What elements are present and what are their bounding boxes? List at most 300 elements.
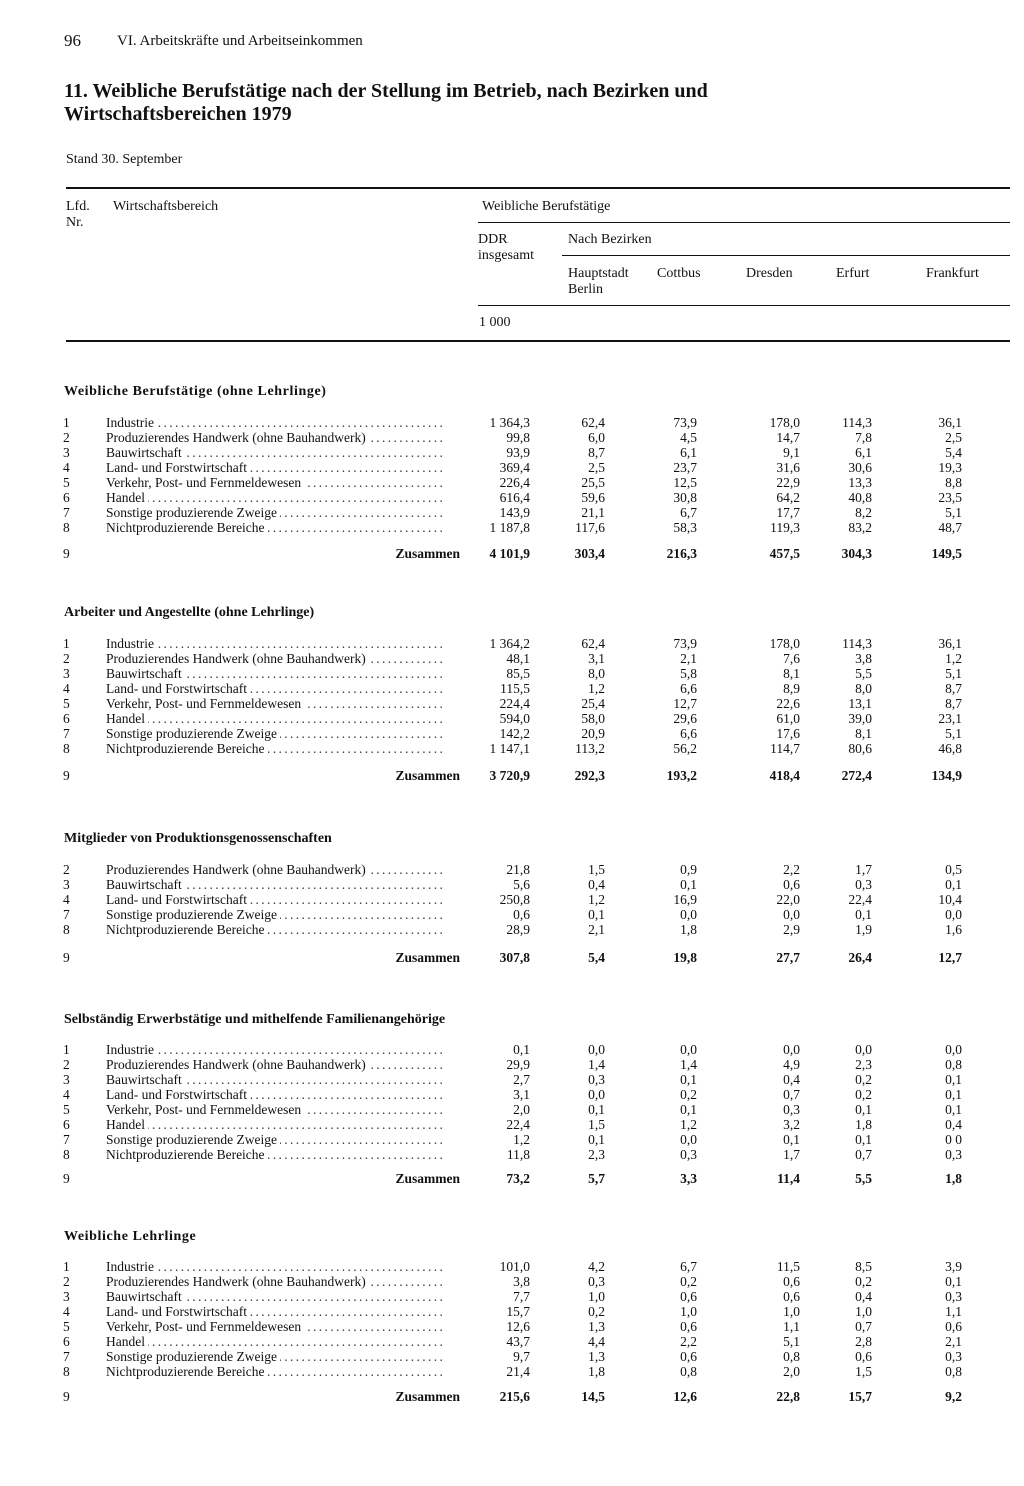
value-cell: 5,8 (680, 666, 697, 681)
value-cell: 39,0 (848, 711, 872, 726)
value-cell: 2,3 (855, 1057, 872, 1072)
value-cell: 30,8 (673, 490, 697, 505)
row-label: Verkehr, Post- und Fernmeldewesen (106, 696, 304, 711)
total-row (0, 768, 1024, 784)
row-number: 3 (63, 666, 70, 681)
row-number: 5 (63, 1102, 70, 1117)
row-label: Handel (106, 1117, 148, 1132)
value-cell: 1,5 (588, 862, 605, 877)
table-row (0, 1042, 1024, 1057)
row-number: 9 (63, 1171, 70, 1186)
value-cell: 29,9 (506, 1057, 530, 1072)
total-value-cell: 9,2 (945, 1389, 962, 1404)
header-top-rule (66, 187, 1010, 189)
value-cell: 0,1 (945, 1072, 962, 1087)
row-label: Industrie (106, 415, 157, 430)
total-value-cell: 1,8 (945, 1171, 962, 1186)
table-row (0, 460, 1024, 475)
row-number: 6 (63, 711, 70, 726)
total-value-cell: 418,4 (769, 768, 800, 783)
value-cell: 3,1 (513, 1087, 530, 1102)
row-number: 6 (63, 490, 70, 505)
value-cell: 0,6 (680, 1319, 697, 1334)
row-number: 5 (63, 1319, 70, 1334)
value-cell: 0,1 (945, 1102, 962, 1117)
value-cell: 0,1 (945, 1087, 962, 1102)
value-cell: 117,6 (575, 520, 605, 535)
value-cell: 2,1 (680, 651, 697, 666)
table-row (0, 505, 1024, 520)
header-bezirke-rule (562, 255, 1010, 256)
value-cell: 10,4 (938, 892, 962, 907)
row-label-cell (106, 475, 464, 490)
row-number: 2 (63, 1274, 70, 1289)
row-number: 4 (63, 1087, 70, 1102)
value-cell: 178,0 (769, 415, 800, 430)
value-cell: 1,0 (783, 1304, 800, 1319)
row-label-cell (106, 922, 464, 937)
value-cell: 2,8 (855, 1334, 872, 1349)
value-cell: 2,2 (680, 1334, 697, 1349)
row-label-cell (106, 1102, 464, 1117)
value-cell: 8,1 (783, 666, 800, 681)
total-value-cell: 5,4 (588, 950, 605, 965)
value-cell: 20,9 (581, 726, 605, 741)
value-cell: 48,7 (938, 520, 962, 535)
value-cell: 5,6 (513, 877, 530, 892)
value-cell: 1,2 (588, 681, 605, 696)
value-cell: 0,6 (513, 907, 530, 922)
row-label: Handel (106, 490, 148, 505)
value-cell: 85,5 (506, 666, 530, 681)
value-cell: 30,6 (848, 460, 872, 475)
value-cell: 1,8 (855, 1117, 872, 1132)
value-cell: 64,2 (776, 490, 800, 505)
value-cell: 2,3 (588, 1147, 605, 1162)
value-cell: 1,1 (783, 1319, 800, 1334)
value-cell: 28,9 (506, 922, 530, 937)
header-group: Weibliche Berufstätige (482, 199, 611, 214)
value-cell: 8,5 (855, 1259, 872, 1274)
value-cell: 0,0 (680, 1042, 697, 1057)
value-cell: 80,6 (848, 741, 872, 756)
total-label: Zusammen (395, 768, 460, 783)
row-label-cell (106, 490, 464, 505)
row-label-cell (106, 1319, 464, 1334)
total-value-cell: 457,5 (769, 546, 800, 561)
total-value-cell: 14,5 (581, 1389, 605, 1404)
value-cell: 0,6 (783, 1289, 800, 1304)
row-label-cell (106, 415, 464, 430)
row-label-cell (106, 1072, 464, 1087)
value-cell: 9,7 (513, 1349, 530, 1364)
value-cell: 0,0 (588, 1087, 605, 1102)
row-number: 4 (63, 1304, 70, 1319)
total-value-cell: 303,4 (574, 546, 605, 561)
total-value-cell: 4 101,9 (489, 546, 530, 561)
value-cell: 0,1 (588, 907, 605, 922)
row-label: Industrie (106, 636, 157, 651)
row-label-cell (106, 1042, 464, 1057)
value-cell: 0,2 (855, 1274, 872, 1289)
value-cell: 1 187,8 (489, 520, 530, 535)
value-cell: 1,8 (680, 922, 697, 937)
row-number: 1 (63, 1042, 70, 1057)
row-number: 7 (63, 1132, 70, 1147)
value-cell: 0,3 (945, 1349, 962, 1364)
value-cell: 0,2 (680, 1274, 697, 1289)
row-number: 5 (63, 696, 70, 711)
total-value-cell: 5,5 (855, 1171, 872, 1186)
value-cell: 1 147,1 (489, 741, 530, 756)
table-row (0, 711, 1024, 726)
row-label-cell (106, 892, 464, 907)
total-row (0, 1389, 1024, 1405)
row-number: 8 (63, 1364, 70, 1379)
value-cell: 1,5 (855, 1364, 872, 1379)
row-label-cell (106, 1147, 464, 1162)
value-cell: 22,4 (506, 1117, 530, 1132)
row-number: 4 (63, 681, 70, 696)
header-col-erfurt: Erfurt (836, 266, 870, 281)
value-cell: 0,8 (945, 1057, 962, 1072)
value-cell: 178,0 (769, 636, 800, 651)
value-cell: 0,0 (588, 1042, 605, 1057)
value-cell: 22,9 (776, 475, 800, 490)
row-label: Land- und Forstwirtschaft (106, 892, 250, 907)
total-value-cell: 27,7 (776, 950, 800, 965)
table-row (0, 430, 1024, 445)
value-cell: 14,7 (776, 430, 800, 445)
row-label: Land- und Forstwirtschaft (106, 681, 250, 696)
value-cell: 114,3 (842, 415, 872, 430)
total-value-cell: 292,3 (574, 768, 605, 783)
value-cell: 0,0 (680, 907, 697, 922)
value-cell: 0,0 (783, 1042, 800, 1057)
table-row (0, 907, 1024, 922)
total-row (0, 546, 1024, 562)
header-col-dresden: Dresden (746, 266, 793, 281)
table-row (0, 636, 1024, 651)
value-cell: 3,8 (513, 1274, 530, 1289)
row-label-cell (106, 1289, 464, 1304)
header-unit-rule (478, 305, 1010, 306)
value-cell: 99,8 (506, 430, 530, 445)
header-group-rule (478, 222, 1010, 223)
section-rows (0, 1042, 1024, 1162)
value-cell: 1,3 (588, 1319, 605, 1334)
row-label-cell (106, 696, 464, 711)
row-label: Industrie (106, 1259, 157, 1274)
row-number: 3 (63, 877, 70, 892)
total-label: Zusammen (395, 950, 460, 965)
value-cell: 8,8 (945, 475, 962, 490)
row-label-cell (106, 1087, 464, 1102)
row-number: 8 (63, 741, 70, 756)
value-cell: 1,7 (855, 862, 872, 877)
value-cell: 6,6 (680, 726, 697, 741)
row-label: Bauwirtschaft (106, 445, 185, 460)
value-cell: 6,1 (855, 445, 872, 460)
value-cell: 0,6 (680, 1289, 697, 1304)
table-row (0, 1087, 1024, 1102)
row-number: 6 (63, 1117, 70, 1132)
value-cell: 3,8 (855, 651, 872, 666)
section-title: Mitglieder von Produktionsgenossenschaften (64, 831, 332, 846)
table-row (0, 1072, 1024, 1087)
value-cell: 62,4 (581, 636, 605, 651)
value-cell: 0,3 (945, 1147, 962, 1162)
running-title: VI. Arbeitskräfte und Arbeitseinkommen (117, 33, 363, 49)
row-label: Verkehr, Post- und Fernmeldewesen (106, 1319, 304, 1334)
row-number: 2 (63, 430, 70, 445)
value-cell: 21,1 (581, 505, 605, 520)
value-cell: 0,9 (680, 862, 697, 877)
value-cell: 6,7 (680, 1259, 697, 1274)
header-col-berlin: Hauptstadt Berlin (568, 266, 629, 297)
row-label: Produzierendes Handwerk (ohne Bauhandwerk) (106, 430, 369, 445)
value-cell: 17,7 (776, 505, 800, 520)
table-title: 11. Weibliche Berufstätige nach der Stellung im Betrieb, nach Bezirken und Wirtschaftsbereichen 1979 (64, 80, 708, 125)
value-cell: 3,2 (783, 1117, 800, 1132)
value-cell: 6,0 (588, 430, 605, 445)
value-cell: 2,1 (588, 922, 605, 937)
value-cell: 0,4 (855, 1289, 872, 1304)
row-label: Produzierendes Handwerk (ohne Bauhandwerk) (106, 651, 369, 666)
row-number: 8 (63, 922, 70, 937)
row-label-cell (106, 430, 464, 445)
row-label: Industrie (106, 1042, 157, 1057)
value-cell: 62,4 (581, 415, 605, 430)
row-number: 4 (63, 460, 70, 475)
value-cell: 0,1 (855, 907, 872, 922)
section-rows (0, 862, 1024, 937)
table-row (0, 666, 1024, 681)
row-label: Nichtproduzierende Bereiche (106, 741, 268, 756)
value-cell: 0,8 (680, 1364, 697, 1379)
value-cell: 8,7 (945, 696, 962, 711)
header-lfd-nr: Lfd. Nr. (66, 199, 90, 230)
value-cell: 369,4 (499, 460, 530, 475)
value-cell: 113,2 (575, 741, 605, 756)
value-cell: 250,8 (499, 892, 530, 907)
value-cell: 23,5 (938, 490, 962, 505)
value-cell: 7,7 (513, 1289, 530, 1304)
value-cell: 0,6 (783, 1274, 800, 1289)
value-cell: 23,1 (938, 711, 962, 726)
total-row (0, 1171, 1024, 1187)
total-value-cell: 12,7 (938, 950, 962, 965)
value-cell: 0,6 (855, 1349, 872, 1364)
row-label-cell (106, 505, 464, 520)
row-label-cell (106, 1117, 464, 1132)
row-label: Land- und Forstwirtschaft (106, 1304, 250, 1319)
value-cell: 0,6 (783, 877, 800, 892)
total-value-cell: 5,7 (588, 1171, 605, 1186)
section-title: Arbeiter und Angestellte (ohne Lehrlinge) (64, 605, 315, 620)
value-cell: 0,8 (783, 1349, 800, 1364)
value-cell: 616,4 (499, 490, 530, 505)
value-cell: 59,6 (581, 490, 605, 505)
table-row (0, 1274, 1024, 1289)
table-row (0, 1334, 1024, 1349)
header-col-frankfurt: Frankfurt (926, 266, 979, 281)
value-cell: 0,1 (680, 1102, 697, 1117)
table-row (0, 415, 1024, 430)
table-row (0, 490, 1024, 505)
row-number: 4 (63, 892, 70, 907)
value-cell: 224,4 (499, 696, 530, 711)
row-label: Nichtproduzierende Bereiche (106, 520, 268, 535)
row-label: Bauwirtschaft (106, 666, 185, 681)
value-cell: 8,9 (783, 681, 800, 696)
value-cell: 36,1 (938, 415, 962, 430)
value-cell: 0 0 (945, 1132, 962, 1147)
value-cell: 8,7 (945, 681, 962, 696)
total-value-cell: 149,5 (931, 546, 962, 561)
row-number: 7 (63, 505, 70, 520)
row-label: Handel (106, 1334, 148, 1349)
value-cell: 17,6 (776, 726, 800, 741)
value-cell: 31,6 (776, 460, 800, 475)
row-number: 7 (63, 1349, 70, 1364)
value-cell: 0,0 (783, 907, 800, 922)
value-cell: 16,9 (673, 892, 697, 907)
row-label: Nichtproduzierende Bereiche (106, 1147, 268, 1162)
total-value-cell: 15,7 (848, 1389, 872, 1404)
row-label: Nichtproduzierende Bereiche (106, 922, 268, 937)
value-cell: 1,6 (945, 922, 962, 937)
table-row (0, 741, 1024, 756)
row-number: 2 (63, 651, 70, 666)
value-cell: 226,4 (499, 475, 530, 490)
row-label-cell (106, 1334, 464, 1349)
value-cell: 23,7 (673, 460, 697, 475)
value-cell: 0,1 (945, 877, 962, 892)
value-cell: 6,1 (680, 445, 697, 460)
table-row (0, 475, 1024, 490)
table-row (0, 1117, 1024, 1132)
value-cell: 40,8 (848, 490, 872, 505)
value-cell: 12,7 (673, 696, 697, 711)
header-bottom-rule (66, 340, 1010, 342)
row-label: Produzierendes Handwerk (ohne Bauhandwerk) (106, 862, 369, 877)
value-cell: 0,1 (513, 1042, 530, 1057)
value-cell: 83,2 (848, 520, 872, 535)
value-cell: 8,2 (855, 505, 872, 520)
value-cell: 3,1 (588, 651, 605, 666)
row-label-cell (106, 1274, 464, 1289)
row-label-cell (106, 1364, 464, 1379)
value-cell: 13,1 (848, 696, 872, 711)
total-value-cell: 22,8 (776, 1389, 800, 1404)
table-row (0, 1147, 1024, 1162)
value-cell: 1 364,2 (489, 636, 530, 651)
header-wirtschaftsbereich: Wirtschaftsbereich (113, 199, 219, 214)
row-label-cell (106, 877, 464, 892)
value-cell: 1,9 (855, 922, 872, 937)
table-row (0, 892, 1024, 907)
header-nach-bezirken: Nach Bezirken (568, 232, 652, 247)
value-cell: 0,2 (855, 1087, 872, 1102)
section-rows (0, 1259, 1024, 1379)
row-number: 1 (63, 415, 70, 430)
value-cell: 0,6 (945, 1319, 962, 1334)
total-value-cell: 304,3 (841, 546, 872, 561)
value-cell: 0,2 (855, 1072, 872, 1087)
value-cell: 1,2 (588, 892, 605, 907)
total-value-cell: 19,8 (673, 950, 697, 965)
total-value-cell: 216,3 (666, 546, 697, 561)
table-subtitle: Stand 30. September (66, 152, 183, 167)
row-label-cell (106, 862, 464, 877)
value-cell: 0,1 (855, 1102, 872, 1117)
table-row (0, 1057, 1024, 1072)
value-cell: 0,1 (680, 1072, 697, 1087)
value-cell: 5,1 (945, 505, 962, 520)
value-cell: 1,0 (680, 1304, 697, 1319)
row-label: Bauwirtschaft (106, 1289, 185, 1304)
value-cell: 0,4 (783, 1072, 800, 1087)
row-label: Sonstige produzierende Zweige (106, 726, 280, 741)
value-cell: 58,0 (581, 711, 605, 726)
value-cell: 2,0 (783, 1364, 800, 1379)
value-cell: 2,1 (945, 1334, 962, 1349)
value-cell: 142,2 (499, 726, 530, 741)
row-number: 2 (63, 1057, 70, 1072)
row-label-cell (106, 520, 464, 535)
value-cell: 19,3 (938, 460, 962, 475)
value-cell: 2,5 (588, 460, 605, 475)
page-number: 96 (64, 31, 81, 50)
table-row (0, 696, 1024, 711)
value-cell: 0,1 (588, 1132, 605, 1147)
row-label-cell (106, 1057, 464, 1072)
value-cell: 8,1 (855, 726, 872, 741)
value-cell: 15,7 (506, 1304, 530, 1319)
value-cell: 13,3 (848, 475, 872, 490)
table-row (0, 877, 1024, 892)
row-label: Verkehr, Post- und Fernmeldewesen (106, 475, 304, 490)
value-cell: 93,9 (506, 445, 530, 460)
value-cell: 5,4 (945, 445, 962, 460)
row-number: 9 (63, 950, 70, 965)
value-cell: 46,8 (938, 741, 962, 756)
value-cell: 1,5 (588, 1117, 605, 1132)
value-cell: 101,0 (499, 1259, 530, 1274)
value-cell: 1,4 (680, 1057, 697, 1072)
row-number: 3 (63, 445, 70, 460)
value-cell: 3,9 (945, 1259, 962, 1274)
value-cell: 4,2 (588, 1259, 605, 1274)
value-cell: 25,4 (581, 696, 605, 711)
value-cell: 7,8 (855, 430, 872, 445)
table-row (0, 1364, 1024, 1379)
row-number: 8 (63, 1147, 70, 1162)
value-cell: 0,7 (855, 1147, 872, 1162)
value-cell: 2,9 (783, 922, 800, 937)
row-label: Nichtproduzierende Bereiche (106, 1364, 268, 1379)
total-value-cell: 3 720,9 (489, 768, 530, 783)
row-label: Sonstige produzierende Zweige (106, 505, 280, 520)
value-cell: 1,1 (945, 1304, 962, 1319)
value-cell: 2,2 (783, 862, 800, 877)
row-label: Verkehr, Post- und Fernmeldewesen (106, 1102, 304, 1117)
total-value-cell: 12,6 (673, 1389, 697, 1404)
row-number: 7 (63, 726, 70, 741)
value-cell: 11,8 (506, 1147, 530, 1162)
value-cell: 25,5 (581, 475, 605, 490)
